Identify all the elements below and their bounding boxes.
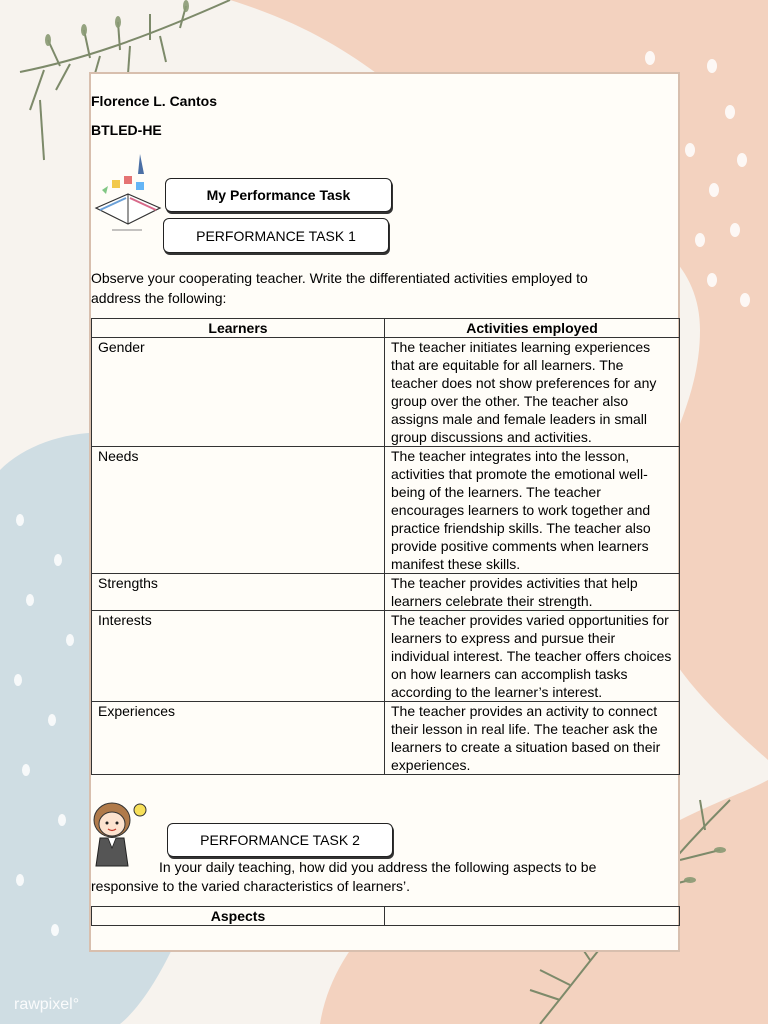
table-header-row <box>92 319 680 338</box>
book-clipart-icon <box>92 150 164 242</box>
aspects-table <box>91 906 680 926</box>
task2-instruction-line2: responsive to the varied characteristics of learners’. <box>91 878 411 894</box>
teacher-clipart-icon <box>88 798 152 870</box>
table-row <box>92 574 680 611</box>
activity-cell: The teacher provides activities that help learners celebrate their strength. <box>385 574 680 611</box>
learner-cell: Strengths <box>92 574 385 611</box>
task1-instruction-line1: Observe your cooperating teacher. Write the differentiated activities employed to <box>91 270 588 286</box>
table-header-row <box>92 907 680 926</box>
learner-cell: Needs <box>92 447 385 574</box>
performance-task-2-label: PERFORMANCE TASK 2 <box>167 823 393 857</box>
learners-activities-table <box>91 318 680 775</box>
watermark-logo: rawpixel° <box>14 996 80 1013</box>
table-row <box>92 611 680 702</box>
column-header-empty <box>385 907 680 926</box>
learner-cell: Gender <box>92 338 385 447</box>
task1-instruction-line2: address the following: <box>91 290 227 306</box>
column-header-aspects: Aspects <box>92 907 385 926</box>
learner-cell: Interests <box>92 611 385 702</box>
my-performance-task-title: My Performance Task <box>165 178 392 212</box>
author-name: Florence L. Cantos <box>91 93 218 109</box>
activity-cell: The teacher integrates into the lesson, activities that promote the emotional well-being of the learners. The teacher encourages learners to work together and practice friendship skills. The teacher also provide positive comments when learners manifest these skills. <box>385 447 680 574</box>
table-row <box>92 338 680 447</box>
table-row <box>92 702 680 775</box>
activity-cell: The teacher provides varied opportunities for learners to express and pursue their individual interest. The teacher offers choices on how learners can accomplish tasks according to the learner’s interest. <box>385 611 680 702</box>
course-code: BTLED-HE <box>91 122 162 138</box>
column-header-learners: Learners <box>92 319 385 338</box>
performance-task-1-label: PERFORMANCE TASK 1 <box>163 218 389 253</box>
activity-cell: The teacher initiates learning experiences that are equitable for all learners. The teacher does not show preferences for any group over the other. The teacher also assigns male and female leaders in small group discussions and activities. <box>385 338 680 447</box>
table-row <box>92 447 680 574</box>
learner-cell: Experiences <box>92 702 385 775</box>
task2-instruction-line1: In your daily teaching, how did you address the following aspects to be <box>159 859 597 875</box>
column-header-activities: Activities employed <box>385 319 680 338</box>
activity-cell: The teacher provides an activity to connect their lesson in real life. The teacher ask the learners to create a situation based on their experiences. <box>385 702 680 775</box>
